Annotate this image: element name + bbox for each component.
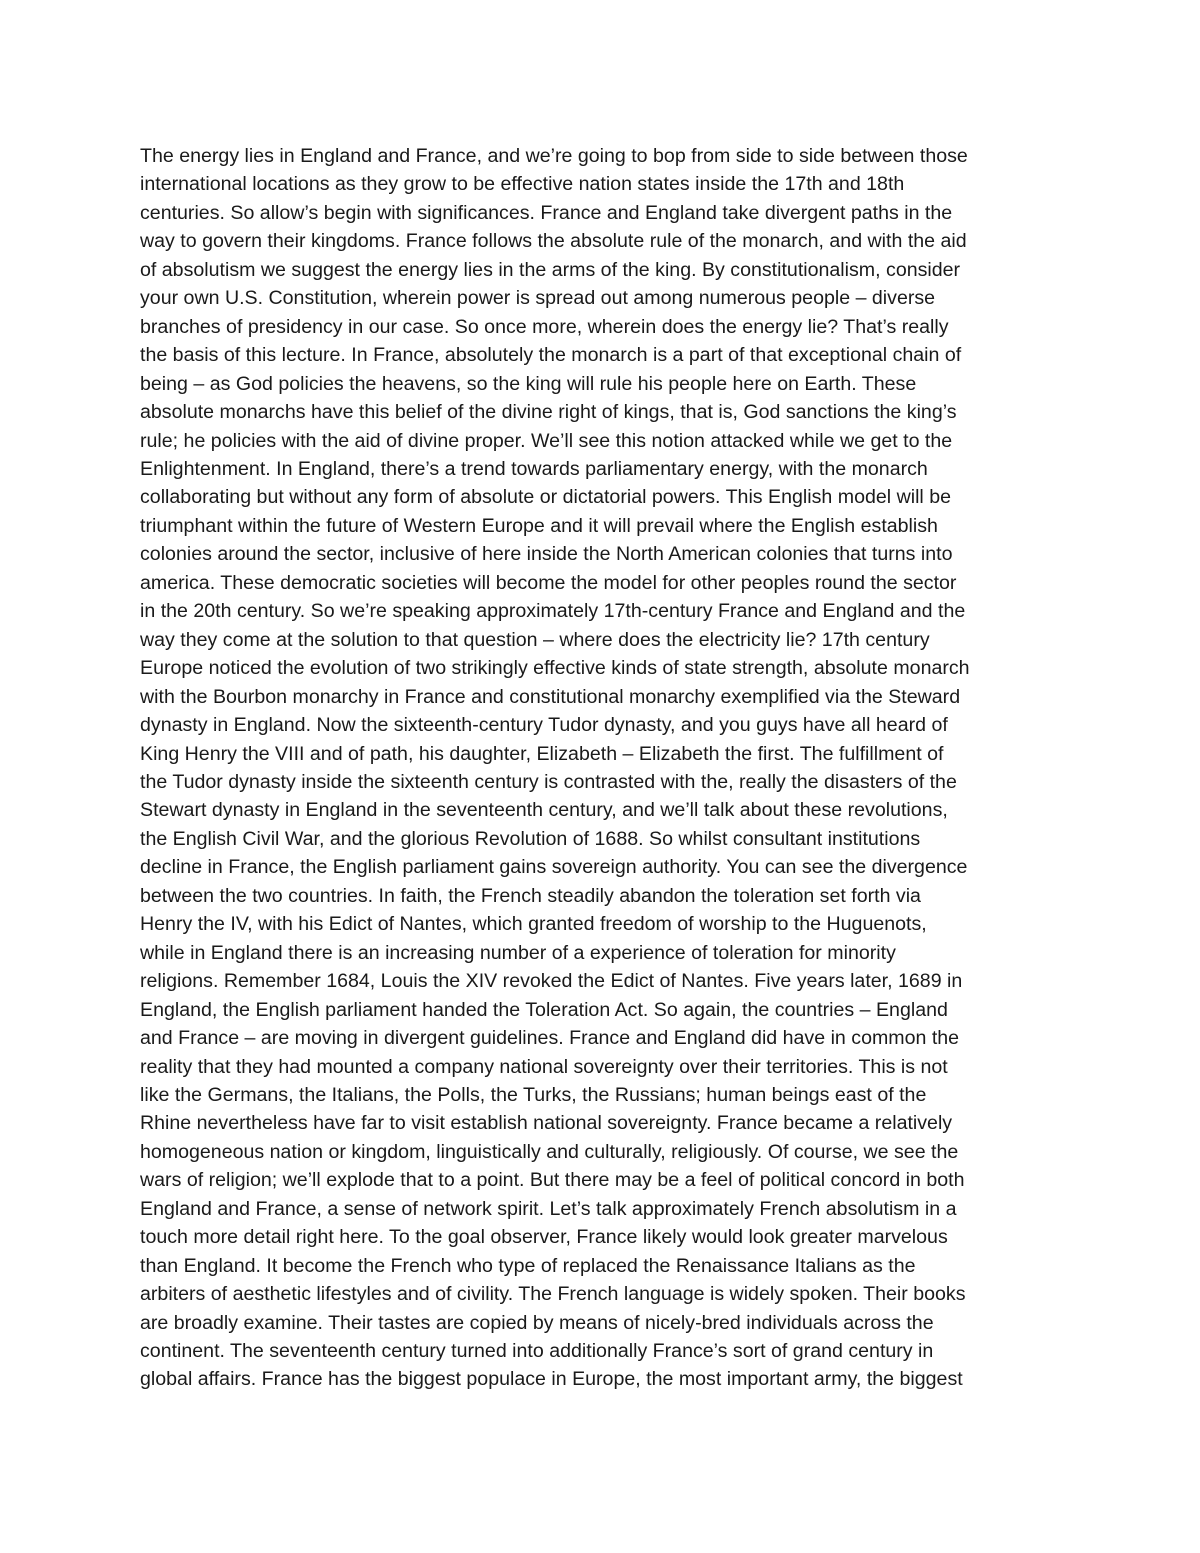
text-line: than England. It become the French who type of replaced the Renaissance Italians as the — [140, 1254, 916, 1277]
text-line: Europe noticed the evolution of two strikingly effective kinds of state strength, absolute monarch — [140, 657, 970, 680]
text-line: The energy lies in England and France, and we’re going to bop from side to side between those — [140, 145, 968, 167]
text-line: Enlightenment. In England, there’s a trend towards parliamentary energy, with the monarch — [140, 457, 928, 480]
text-line: being – as God policies the heavens, so the king will rule his people here on Earth. These — [140, 372, 917, 395]
body-text — [140, 142, 1080, 1394]
text-line: Rhine nevertheless have far to visit establish national sovereignty. France became a relatively — [140, 1112, 953, 1135]
text-line: the English Civil War, and the glorious Revolution of 1688. So whilst consultant institutions — [140, 827, 921, 850]
text-line: absolute monarchs have this belief of the divine right of kings, that is, God sanctions the king’s — [140, 401, 957, 424]
text-line: branches of presidency in our case. So once more, wherein does the energy lie? That’s really — [140, 315, 949, 338]
text-line: way they come at the solution to that question – where does the electricity lie? 17th century — [140, 628, 930, 651]
text-line: dynasty in England. Now the sixteenth-century Tudor dynasty, and you guys have all heard of — [140, 714, 948, 737]
text-line: England, the English parliament handed the Toleration Act. So again, the countries – England — [140, 998, 948, 1021]
text-line: while in England there is an increasing number of a experience of toleration for minority — [140, 941, 896, 964]
text-line: the Tudor dynasty inside the sixteenth century is contrasted with the, really the disasters of the — [140, 770, 957, 793]
text-line: in the 20th century. So we’re speaking approximately 17th-century France and England and the — [140, 600, 966, 623]
text-line: England and France, a sense of network spirit. Let’s talk approximately French absolutism in a — [140, 1197, 957, 1220]
text-line: arbiters of aesthetic lifestyles and of civility. The French language is widely spoken. Their books — [140, 1283, 966, 1306]
text-line: touch more detail right here. To the goal observer, France likely would look greater marvelous — [140, 1226, 948, 1249]
text-line: religions. Remember 1684, Louis the XIV revoked the Edict of Nantes. Five years later, 1689 in — [140, 970, 963, 993]
text-line: the basis of this lecture. In France, absolutely the monarch is a part of that exceptional chain of — [140, 344, 962, 367]
text-line: homogeneous nation or kingdom, linguistically and culturally, religiously. Of course, we see the — [140, 1140, 959, 1163]
text-line: reality that they had mounted a company national sovereignty over their territories. This is not — [140, 1055, 948, 1078]
text-line: way to govern their kingdoms. France follows the absolute rule of the monarch, and with the aid — [140, 230, 967, 253]
text-line: decline in France, the English parliament gains sovereign authority. You can see the divergence — [140, 856, 968, 879]
text-line: of absolutism we suggest the energy lies in the arms of the king. By constitutionalism, consider — [140, 258, 961, 281]
text-line: are broadly examine. Their tastes are copied by means of nicely-bred individuals across the — [140, 1311, 934, 1334]
text-line: global affairs. France has the biggest populace in Europe, the most important army, the biggest — [140, 1368, 963, 1391]
text-line: Stewart dynasty in England in the seventeenth century, and we’ll talk about these revolutions, — [140, 799, 948, 822]
text-line: wars of religion; we’ll explode that to a point. But there may be a feel of political concord in both — [140, 1169, 965, 1192]
text-line: colonies around the sector, inclusive of here inside the North American colonies that turns into — [140, 543, 953, 566]
text-line: international locations as they grow to be effective nation states inside the 17th and 18th — [140, 173, 905, 196]
text-line: between the two countries. In faith, the French steadily abandon the toleration set forth via — [140, 884, 921, 907]
text-line: triumphant within the future of Western Europe and it will prevail where the English establish — [140, 514, 938, 537]
text-line: continent. The seventeenth century turned into additionally France’s sort of grand century in — [140, 1340, 934, 1363]
text-line: like the Germans, the Italians, the Polls, the Turks, the Russians; human beings east of the — [140, 1083, 927, 1106]
text-line: collaborating but without any form of absolute or dictatorial powers. This English model will be — [140, 486, 952, 509]
text-line: your own U.S. Constitution, wherein power is spread out among numerous people – diverse — [140, 287, 936, 310]
text-line: and France – are moving in divergent guidelines. France and England did have in common the — [140, 1027, 960, 1050]
text-line: with the Bourbon monarchy in France and constitutional monarchy exemplified via the Steward — [140, 685, 961, 708]
text-line: america. These democratic societies will become the model for other peoples round the sector — [140, 571, 957, 594]
text-line: King Henry the VIII and of path, his daughter, Elizabeth – Elizabeth the first. The fulfillment of — [140, 742, 944, 765]
text-line: centuries. So allow’s begin with significances. France and England take divergent paths in the — [140, 201, 953, 224]
text-line: Henry the IV, with his Edict of Nantes, which granted freedom of worship to the Huguenots, — [140, 913, 927, 936]
text-line: rule; he policies with the aid of divine proper. We’ll see this notion attacked while we get to the — [140, 429, 953, 452]
